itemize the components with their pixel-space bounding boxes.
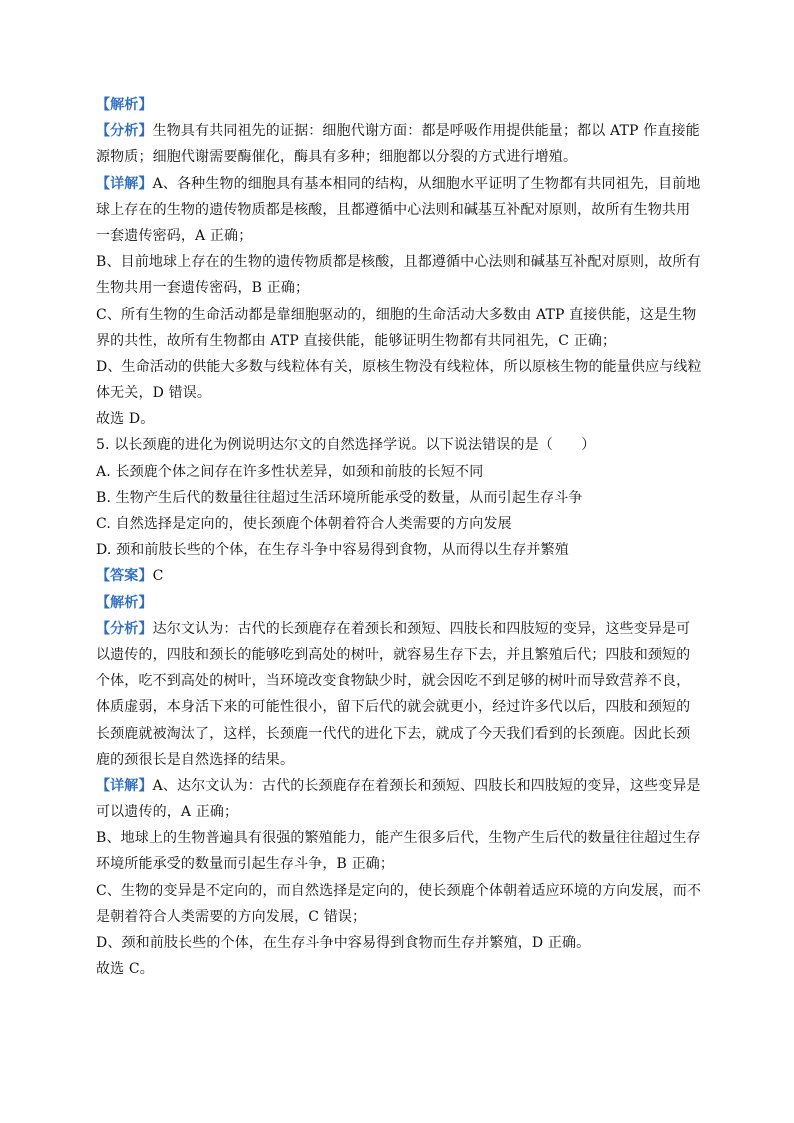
- q5-fenxi-line: 个体，吃不到高处的树叶，当环境改变食物缺少时，就会因吃不到足够的树叶而导致营养不良，: [96, 673, 691, 690]
- q5-fenxi-line: 鹿的颈很长是自然选择的结果。: [96, 751, 295, 768]
- answer-value: C: [152, 568, 164, 585]
- q4-xiangjie-line: 【详解】A、各种生物的细胞具有基本相同的结构，从细胞水平证明了生物都有共同祖先，目前地: [96, 175, 701, 192]
- q4-xiangjie-line: 球上存在的生物的遗传物质都是核酸，且都遵循中心法则和碱基互补配对原则，故所有生物共用: [96, 201, 691, 218]
- jiexi-tag: 【解析】: [96, 97, 153, 113]
- q5-option-b: B. 生物产生后代的数量往往超过生活环境所能承受的数量，从而引起生存斗争: [96, 489, 583, 506]
- xiangjie-tag: 【详解】: [96, 777, 153, 794]
- q5-fenxi-line: 体质虚弱，本身活下来的可能性很小，留下后代的就会就更小，经过许多代以后，四肢和颈短的: [96, 699, 691, 716]
- fenxi-tag: 【分析】: [96, 123, 153, 140]
- q5-xiangjie-line: C、生物的变异是不定向的，而自然选择是定向的，使长颈鹿个体朝着适应环境的方向发展，而不: [96, 882, 702, 899]
- q5-xiangjie-line: D、颈和前肢长些的个体，在生存斗争中容易得到食物而生存并繁殖，D 正确。: [96, 935, 591, 951]
- q5-fenxi-line: 长颈鹿就被淘汰了，这样，长颈鹿一代代的进化下去，就成了今天我们看到的长颈鹿。因此长颈: [96, 725, 691, 742]
- q4-xiangjie-line: 体无关，D 错误。: [96, 385, 212, 402]
- xiangjie-tag: 【详解】: [96, 175, 153, 192]
- q4-xiangjie-line: B、目前地球上存在的生物的遗传物质都是核酸，且都遵循中心法则和碱基互补配对原则，故所有: [96, 254, 701, 271]
- q5-jiexi-heading: [96, 590, 704, 616]
- q5-option-a: A. 长颈鹿个体之间存在许多性状差异，如颈和前肢的长短不同: [96, 463, 484, 480]
- q5-xiangjie-line: 环境所能承受的数量而引起生存斗争，B 正确；: [96, 856, 395, 873]
- q5-xiangjie-line: B、地球上的生物普遍具有很强的繁殖能力，能产生很多后代，生物产生后代的数量往往超过生存: [96, 830, 701, 847]
- q4-xiangjie-line: 生物共用一套遗传密码，B 正确；: [96, 280, 310, 297]
- q5-xiangjie-line: 可以遗传的，A 正确；: [96, 804, 239, 821]
- q5-stem: 5. 以长颈鹿的进化为例说明达尔文的自然选择学说。以下说法错误的是（ ）: [96, 437, 596, 454]
- q4-fenxi-line: 【分析】生物具有共同祖先的证据：细胞代谢方面：都是呼吸作用提供能量；都以 ATP 作直接能: [96, 123, 700, 140]
- q5-option-d: D. 颈和前肢长些的个体，在生存斗争中容易得到食物，从而得以生存并繁殖: [96, 542, 569, 559]
- q5-option-c: C. 自然选择是定向的，使长颈鹿个体朝着符合人类需要的方向发展: [96, 516, 512, 532]
- q5-xiangjie-line: 【详解】A、达尔文认为：古代的长颈鹿存在着颈长和颈短、四肢长和四肢短的变异，这些变异是: [96, 777, 701, 794]
- q5-fenxi-line: 以遗传的，四肢和颈长的能够吃到高处的树叶，就容易生存下去，并且繁殖后代；四肢和颈短的: [96, 646, 691, 663]
- jiexi-tag: 【解析】: [96, 594, 153, 611]
- fenxi-tag: 【分析】: [96, 620, 153, 637]
- q4-xiangjie-line: D、生命活动的供能大多数与线粒体有关，原核生物没有线粒体，所以原核生物的能量供应与线粒: [96, 358, 702, 375]
- q4-xiangjie-line: C、所有生物的生命活动都是靠细胞驱动的，细胞的生命活动大多数由 ATP 直接供能，这是生物: [96, 306, 697, 323]
- q5-xiangjie-line: 是朝着符合人类需要的方向发展，C 错误；: [96, 908, 367, 925]
- answer-tag: 【答案】: [96, 568, 153, 585]
- q4-conclusion: 故选 D。: [96, 411, 155, 428]
- q5-answer: [96, 563, 704, 589]
- q4-jiexi-heading: [96, 92, 704, 118]
- document-body: [96, 92, 704, 982]
- q5-fenxi-line: 【分析】达尔文认为：古代的长颈鹿存在着颈长和颈短、四肢长和四肢短的变异，这些变异是可: [96, 620, 691, 637]
- q4-xiangjie-line: 一套遗传密码，A 正确；: [96, 227, 253, 244]
- q4-xiangjie-line: 界的共性，故所有生物都由 ATP 直接供能，能够证明生物都有共同祖先，C 正确；: [96, 332, 617, 349]
- q4-fenxi-line: 源物质；细胞代谢需要酶催化，酶具有多种；细胞都以分裂的方式进行增殖。: [96, 149, 578, 166]
- q5-conclusion: 故选 C。: [96, 961, 154, 978]
